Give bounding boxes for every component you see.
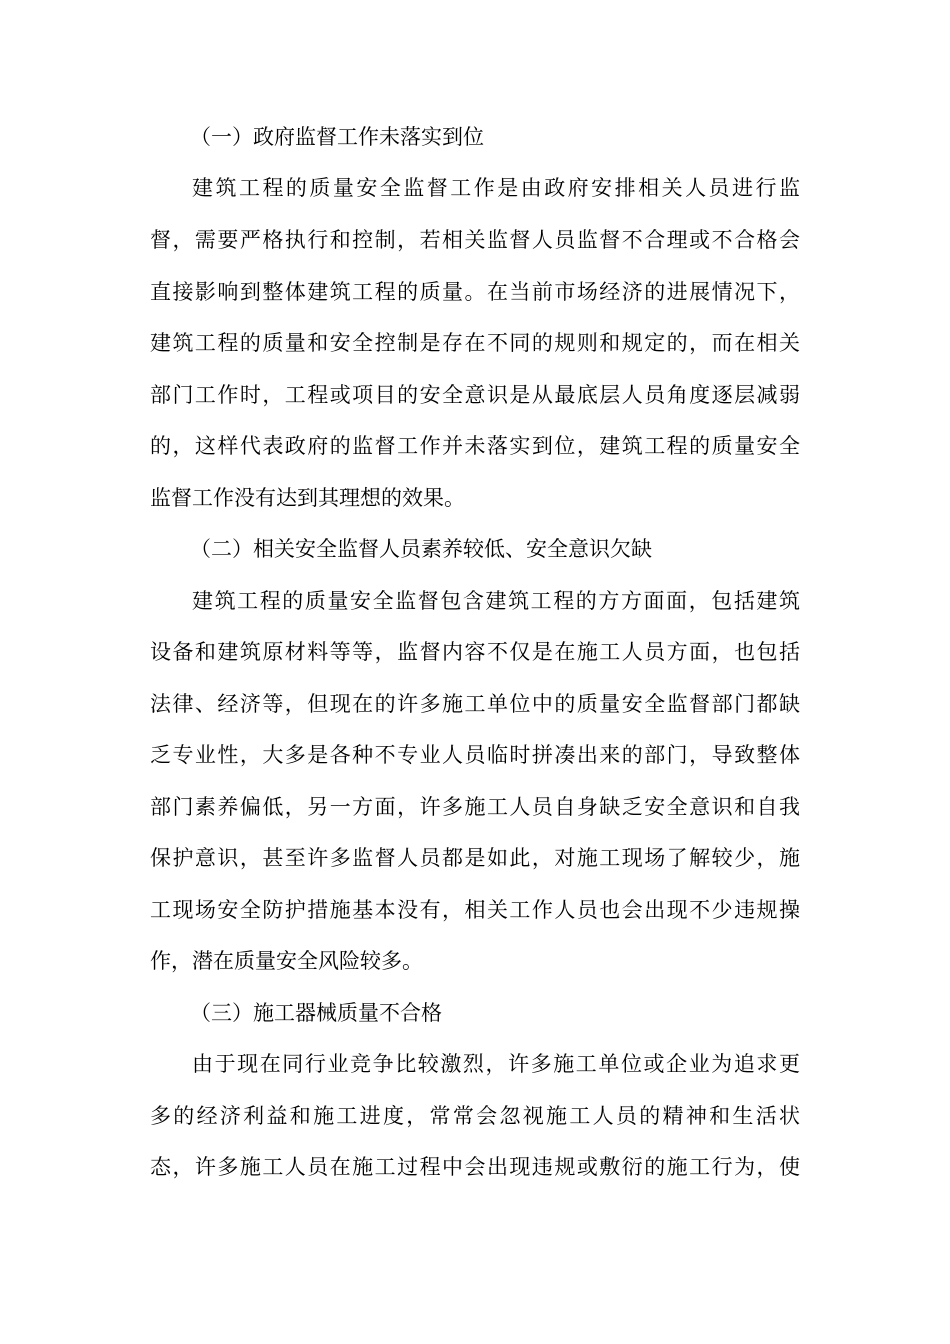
paragraph-line: 乏专业性，大多是各种不专业人员临时拼凑出来的部门，导致整体 [150,743,800,767]
paragraph-line: 建筑工程的质量安全监督工作是由政府安排相关人员进行监 [192,176,800,200]
paragraph-line: 建筑工程的质量安全监督包含建筑工程的方方面面，包括建筑 [192,589,800,613]
paragraph-line: 督，需要严格执行和控制，若相关监督人员监督不合理或不合格会 [150,228,800,252]
paragraph-line: 部门工作时，工程或项目的安全意识是从最底层人员角度逐层减弱 [150,383,800,407]
paragraph-line: 法律、经济等，但现在的许多施工单位中的质量安全监督部门都缺 [150,692,800,716]
paragraph-line: 由于现在同行业竞争比较激烈，许多施工单位或企业为追求更 [192,1052,800,1076]
paragraph-line: 的，这样代表政府的监督工作并未落实到位，建筑工程的质量安全 [150,434,800,458]
paragraph-line: 部门素养偏低，另一方面，许多施工人员自身缺乏安全意识和自我 [150,795,800,819]
paragraph-line: 工现场安全防护措施基本没有，相关工作人员也会出现不少违规操 [150,898,800,922]
paragraph-line: 多的经济利益和施工进度，常常会忽视施工人员的精神和生活状 [150,1104,800,1128]
paragraph-line: 监督工作没有达到其理想的效果。 [150,486,465,510]
paragraph-line: 直接影响到整体建筑工程的质量。在当前市场经济的进展情况下， [150,280,800,304]
section-heading-1: （一）政府监督工作未落实到位 [190,125,484,149]
paragraph-line: 建筑工程的质量和安全控制是存在不同的规则和规定的，而在相关 [150,331,800,355]
paragraph-line: 设备和建筑原材料等等，监督内容不仅是在施工人员方面，也包括 [150,640,800,664]
section-heading-2: （二）相关安全监督人员素养较低、安全意识欠缺 [190,537,652,561]
section-heading-3: （三）施工器械质量不合格 [190,1001,442,1025]
paragraph-line: 保护意识，甚至许多监督人员都是如此，对施工现场了解较少，施 [150,846,800,870]
paragraph-line: 作，潜在质量安全风险较多。 [150,949,423,973]
paragraph-line: 态，许多施工人员在施工过程中会出现违规或敷衍的施工行为，使 [150,1155,800,1179]
